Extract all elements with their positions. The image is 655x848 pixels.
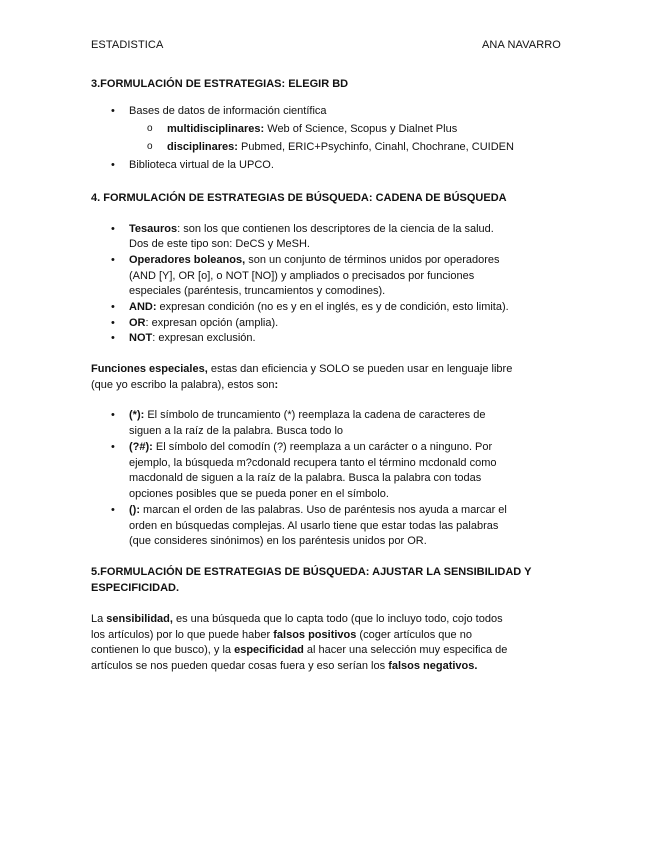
bullet-icon: • — [111, 223, 115, 235]
text: : expresan exclusión. — [152, 332, 256, 344]
label: AND: — [129, 301, 157, 313]
funciones-paragraph-line2 — [91, 377, 571, 393]
header-left: ESTADISTICA — [91, 39, 164, 51]
term: sensibilidad, — [106, 613, 173, 625]
bullet-comodin-line2: ejemplo, la búsqueda m?cdonald recupera tanto el término mcdonald como — [129, 457, 497, 469]
bullet-icon: • — [111, 504, 115, 516]
term: especificidad — [234, 644, 304, 656]
bullet-parentesis-line3: (que consideres sinónimos) en los paréntesis unidos por OR. — [129, 535, 427, 547]
section-5-title: 5.FORMULACIÓN DE ESTRATEGIAS DE BÚSQUEDA: AJUSTAR LA SENSIBILIDAD Y — [91, 566, 532, 578]
bullet-not — [129, 330, 256, 346]
sub-bullet-icon: o — [147, 123, 153, 134]
sensibilidad-paragraph-line3 — [91, 642, 571, 658]
term: falsos positivos — [273, 629, 357, 641]
text: es una búsqueda que lo capta todo (que lo incluyo todo, cojo todos — [172, 613, 503, 625]
text: son un conjunto de términos unidos por operadores — [245, 254, 500, 266]
text: : expresan opción (amplia). — [145, 317, 279, 329]
text: los artículos) por lo que puede haber — [91, 629, 274, 641]
bullet-comodin-line3: macdonald de siguen a la raíz de la palabra. Busca la palabra con todas — [129, 472, 482, 484]
bullet-icon: • — [111, 409, 115, 421]
sub-bullet-multidisciplinares — [167, 121, 457, 137]
text: estas dan eficiencia y SOLO se pueden usar en lenguaje libre — [207, 363, 513, 375]
label: Operadores boleanos, — [129, 254, 246, 266]
label: disciplinares: — [167, 141, 238, 153]
bullet-comodin — [129, 439, 492, 455]
text: marcan el orden de las palabras. Uso de paréntesis nos ayuda a marcar el — [140, 504, 507, 516]
sensibilidad-paragraph-line4 — [91, 658, 571, 674]
bullet-icon: • — [111, 317, 115, 329]
text: expresan condición (no es y en el inglés, es y de condición, esto limita). — [156, 301, 509, 313]
bullet-tesauros — [129, 221, 494, 237]
text: Pubmed, ERIC+Psychinfo, Cinahl, Chochrane, CUIDEN — [237, 141, 514, 153]
bullet-parentesis-line2: orden en búsquedas complejas. Al usarlo tiene que estar todas las palabras — [129, 520, 499, 532]
text: al hacer una selección muy especifica de — [303, 644, 508, 656]
bullet-or — [129, 315, 278, 331]
label: (*): — [129, 409, 145, 421]
bullet-icon: • — [111, 254, 115, 266]
bullet-biblioteca: Biblioteca virtual de la UPCO. — [129, 159, 274, 171]
bullet-parentesis — [129, 502, 507, 518]
colon: : — [274, 379, 279, 391]
label: (): — [129, 504, 140, 516]
text: (coger artículos que no — [356, 629, 472, 641]
text: El símbolo del comodín (?) reemplaza a un carácter o a ninguno. Por — [152, 441, 493, 453]
text: El símbolo de truncamiento (*) reemplaza la cadena de caracteres de — [144, 409, 486, 421]
bullet-operadores — [129, 252, 500, 268]
bullet-truncamiento-line2: siguen a la raíz de la palabra. Busca todo lo — [129, 425, 344, 437]
sub-bullet-disciplinares — [167, 139, 514, 155]
text: (que yo escribo la palabra), estos son — [91, 379, 275, 391]
header-right: ANA NAVARRO — [482, 39, 561, 51]
label: NOT — [129, 332, 153, 344]
text: Web of Science, Scopus y Dialnet Plus — [264, 123, 458, 135]
section-3-title: 3.FORMULACIÓN DE ESTRATEGIAS: ELEGIR BD — [91, 78, 349, 90]
sensibilidad-paragraph-line1 — [91, 611, 571, 627]
term: falsos negativos. — [388, 660, 478, 672]
label: Funciones especiales, — [91, 363, 208, 375]
bullet-comodin-line4: opciones posibles que se pueda poner en el símbolo. — [129, 488, 389, 500]
bullet-and — [129, 299, 509, 315]
bullet-icon: • — [111, 159, 115, 171]
bullet-databases: Bases de datos de información científica — [129, 105, 327, 117]
funciones-paragraph-line1 — [91, 361, 571, 377]
label: (?#): — [129, 441, 153, 453]
section-4-title: 4. FORMULACIÓN DE ESTRATEGIAS DE BÚSQUEDA: CADENA DE BÚSQUEDA — [91, 192, 507, 204]
text: artículos se nos pueden quedar cosas fuera y eso serían los — [91, 660, 389, 672]
label: OR — [129, 317, 146, 329]
label: multidisciplinares: — [167, 123, 265, 135]
bullet-tesauros-line2: Dos de este tipo son: DeCS y MeSH. — [129, 238, 310, 250]
bullet-operadores-line2: (AND [Y], OR [o], o NOT [NO]) y ampliados o precisados por funciones — [129, 270, 475, 282]
bullet-icon: • — [111, 301, 115, 313]
sensibilidad-paragraph-line2 — [91, 627, 571, 643]
text: La — [91, 613, 107, 625]
bullet-icon: • — [111, 332, 115, 344]
bullet-truncamiento — [129, 407, 485, 423]
bullet-operadores-line3: especiales (paréntesis, truncamientos y comodines). — [129, 285, 386, 297]
text: : son los que contienen los descriptores de la ciencia de la salud. — [177, 223, 494, 235]
bullet-icon: • — [111, 105, 115, 117]
text: contienen lo que busco), y la — [91, 644, 235, 656]
label: Tesauros — [129, 223, 178, 235]
section-5-title-line2: ESPECIFICIDAD. — [91, 582, 180, 594]
sub-bullet-icon: o — [147, 141, 153, 152]
bullet-icon: • — [111, 441, 115, 453]
